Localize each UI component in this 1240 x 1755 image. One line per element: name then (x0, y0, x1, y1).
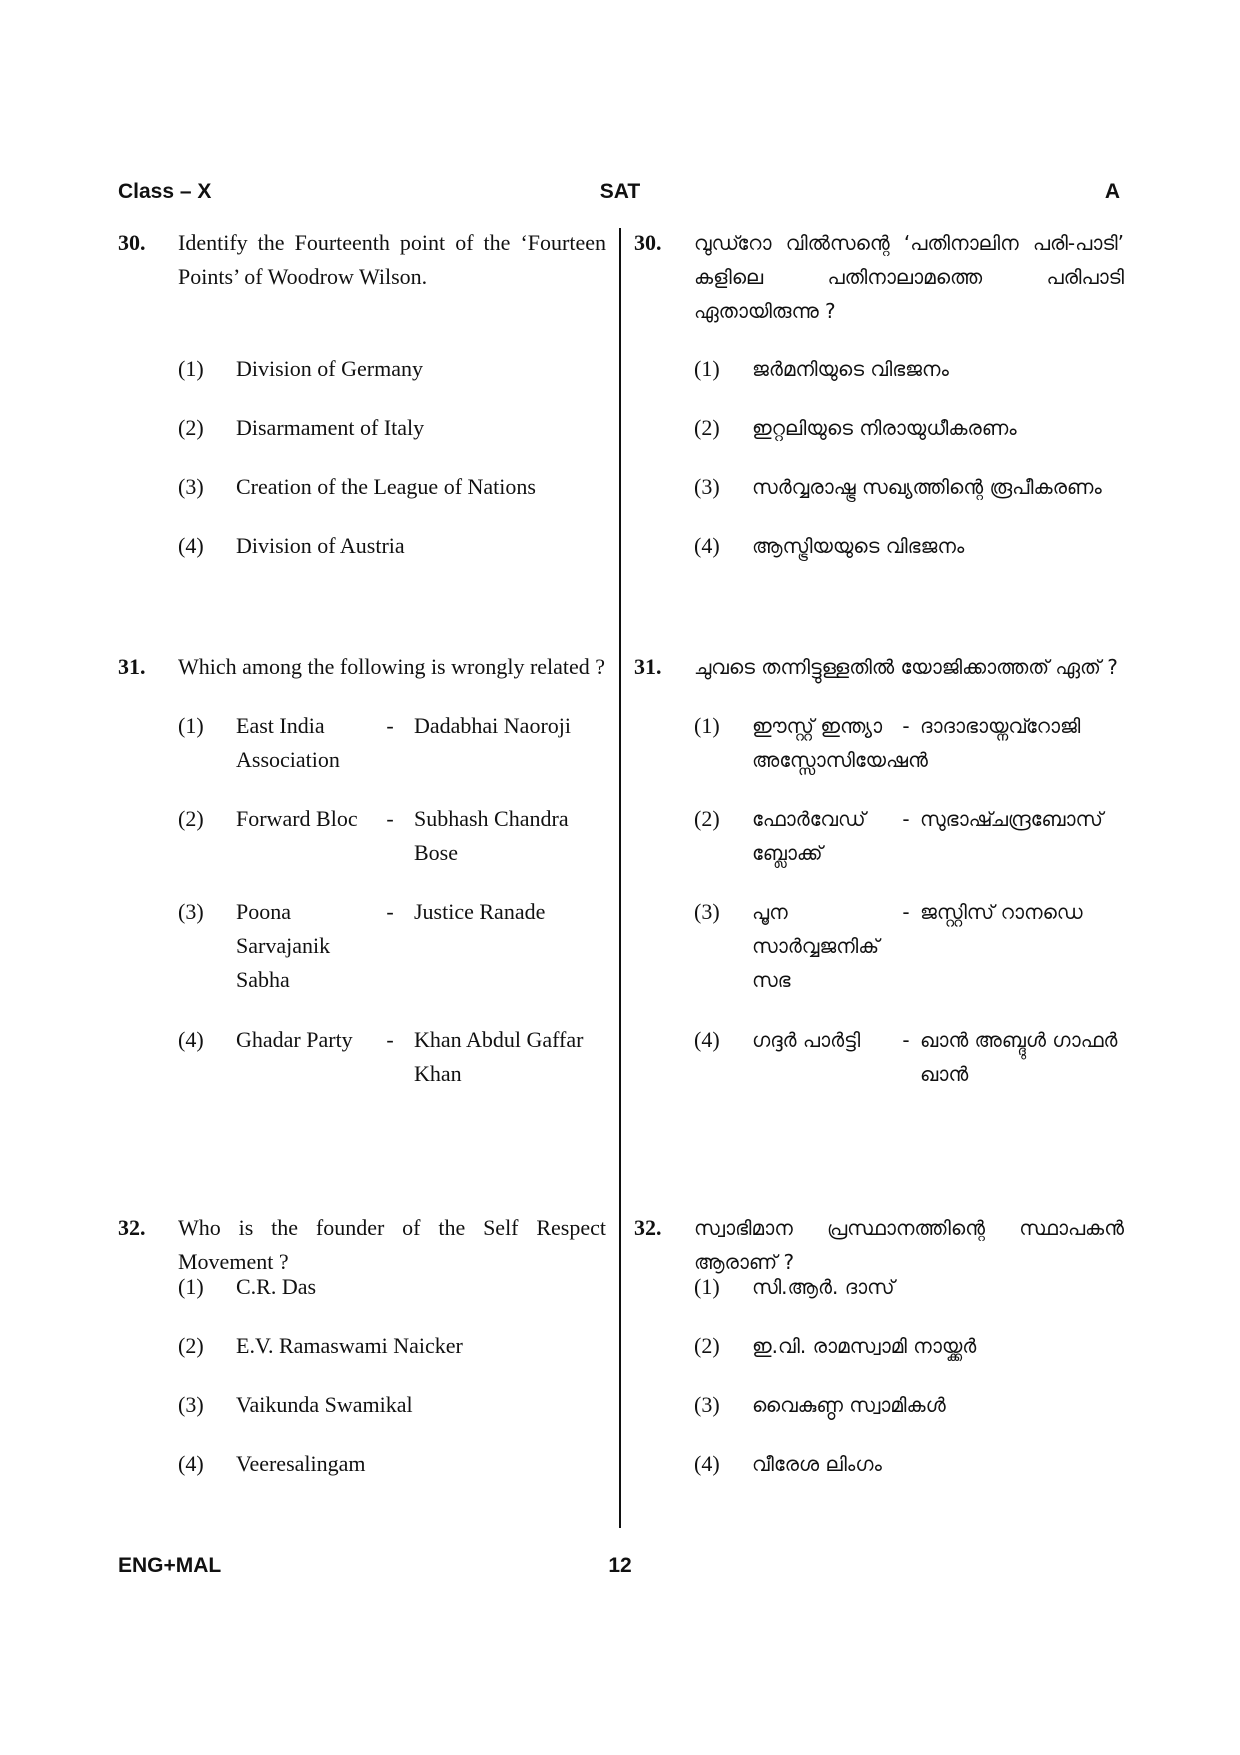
option-text: Vaikunda Swamikal (236, 1392, 413, 1417)
option-text: സർവ്വരാഷ്ട്ര സഖ്യത്തിന്റെ രൂപീകരണം (752, 475, 1102, 499)
match-left: ഈസ്റ്റ് ഇന്ത്യാ അസ്സോസിയേഷൻ (752, 714, 928, 772)
option-number: (4) (178, 533, 204, 558)
match-dash: - (386, 1027, 394, 1052)
option-number: (4) (694, 1027, 720, 1052)
question-text: വുഡ്റോ വിൽസന്റെ ‘പതിനാലിന പരി-പാടി’ കളിലെ പതിനാലാമത്തെ പരിപാടി ഏതായിരുന്നു ? (694, 231, 1124, 323)
option-text: ആസ്ട്രിയയുടെ വിഭജനം (752, 534, 965, 558)
question-number: 30. (634, 230, 662, 255)
option-30-1-ml[interactable] (694, 352, 1124, 386)
match-dash: - (386, 713, 394, 738)
option-number: (4) (694, 1451, 720, 1476)
option-30-4-ml[interactable] (694, 529, 1124, 563)
option-number: (2) (694, 806, 720, 831)
option-31-2-ml[interactable] (694, 802, 1124, 870)
match-left: ഫോർവേഡ് ബ്ലോക്ക് (752, 807, 866, 865)
option-32-1-en[interactable] (178, 1270, 606, 1304)
page-number: 12 (608, 1554, 632, 1577)
option-30-4-en[interactable] (178, 529, 606, 563)
match-dash: - (902, 807, 910, 831)
option-32-3-en[interactable] (178, 1388, 606, 1422)
option-32-4-en[interactable] (178, 1447, 606, 1481)
match-left: പൂന സാർവ്വജനിക് സഭ (752, 900, 880, 992)
option-text: Division of Austria (236, 533, 405, 558)
option-text: വൈകുണ്ഠ സ്വാമികൾ (752, 1393, 946, 1417)
question-number: 31. (118, 654, 146, 679)
option-31-3-en[interactable] (178, 895, 606, 997)
option-text: C.R. Das (236, 1274, 317, 1299)
option-number: (2) (178, 415, 204, 440)
option-text: Creation of the League of Nations (236, 474, 536, 499)
match-right: Khan Abdul Gaffar Khan (414, 1027, 584, 1086)
match-right: ഖാൻ അബ്ദുൾ ഗാഫർ ഖാൻ (920, 1028, 1118, 1086)
match-right: Dadabhai Naoroji (414, 713, 571, 738)
question-32-en (118, 1211, 606, 1279)
option-text: E.V. Ramaswami Naicker (236, 1333, 463, 1358)
option-number: (3) (178, 1392, 204, 1417)
match-right: ദാദാഭായ്നവ്റോജി (920, 714, 1081, 738)
option-number: (4) (178, 1451, 204, 1476)
option-number: (3) (694, 899, 720, 924)
option-text: വീരേശ ലിംഗം (752, 1452, 882, 1476)
option-number: (1) (178, 1274, 204, 1299)
question-text: Which among the following is wrongly related ? (178, 654, 606, 679)
match-left: Ghadar Party (236, 1027, 353, 1052)
option-number: (1) (178, 356, 204, 381)
option-31-2-en[interactable] (178, 802, 606, 870)
option-30-2-en[interactable] (178, 411, 606, 445)
header-class: Class – X (118, 180, 212, 203)
question-31-en (118, 650, 606, 684)
match-dash: - (902, 900, 910, 924)
option-30-3-ml[interactable] (694, 470, 1124, 504)
option-text: ഇ.വി. രാമസ്വാമി നായ്ക്കർ (752, 1334, 977, 1358)
option-32-2-ml[interactable] (694, 1329, 1124, 1363)
option-text: സി.ആർ. ദാസ് (752, 1275, 895, 1299)
match-dash: - (902, 714, 910, 738)
question-30-en (118, 226, 606, 294)
question-number: 32. (118, 1215, 146, 1240)
question-text: സ്വാഭിമാന പ്രസ്ഥാനത്തിന്റെ സ്ഥാപകൻ ആരാണ് ? (694, 1216, 1124, 1274)
question-32-ml (634, 1211, 1124, 1279)
question-30-ml (634, 226, 1124, 328)
option-number: (1) (694, 356, 720, 381)
match-left: East India Association (236, 713, 340, 772)
option-32-1-ml[interactable] (694, 1270, 1124, 1304)
option-32-4-ml[interactable] (694, 1447, 1124, 1481)
match-right: Subhash Chandra Bose (414, 806, 569, 865)
question-number: 31. (634, 654, 662, 679)
question-text: ചുവടെ തന്നിട്ടുള്ളതിൽ യോജിക്കാത്തത് ഏത് ? (694, 655, 1118, 679)
option-text: ഇറ്റലിയുടെ നിരായുധീകരണം (752, 416, 1017, 440)
option-31-1-ml[interactable] (694, 709, 1124, 777)
option-number: (1) (178, 713, 204, 738)
option-number: (3) (694, 1392, 720, 1417)
match-right: Justice Ranade (414, 899, 546, 924)
footer-language: ENG+MAL (118, 1554, 222, 1577)
option-number: (2) (178, 806, 204, 831)
match-dash: - (902, 1028, 910, 1052)
option-31-4-en[interactable] (178, 1023, 606, 1091)
option-30-3-en[interactable] (178, 470, 606, 504)
option-30-2-ml[interactable] (694, 411, 1124, 445)
option-number: (2) (178, 1333, 204, 1358)
option-31-1-en[interactable] (178, 709, 606, 777)
option-text: Veeresalingam (236, 1451, 366, 1476)
match-left: ഗദ്ദർ പാർട്ടി (752, 1028, 861, 1052)
option-text: Disarmament of Italy (236, 415, 425, 440)
option-number: (4) (694, 533, 720, 558)
question-text: Identify the Fourteenth point of the ‘Fourteen Points’ of Woodrow Wilson. (178, 230, 606, 289)
match-dash: - (386, 806, 394, 831)
header-series: A (1104, 180, 1120, 203)
option-text: Division of Germany (236, 356, 423, 381)
question-number: 30. (118, 230, 146, 255)
option-31-3-ml[interactable] (694, 895, 1124, 997)
option-number: (2) (694, 415, 720, 440)
header-exam: SAT (599, 180, 641, 203)
option-number: (3) (178, 899, 204, 924)
match-left: Poona Sarvajanik Sabha (236, 899, 331, 992)
option-text: ജർമനിയുടെ വിഭജനം (752, 357, 949, 381)
match-left: Forward Bloc (236, 806, 358, 831)
match-dash: - (386, 899, 394, 924)
column-divider (619, 228, 621, 1528)
option-number: (1) (694, 1274, 720, 1299)
option-number: (3) (178, 474, 204, 499)
option-31-4-ml[interactable] (694, 1023, 1124, 1091)
match-right: സുഭാഷ്ചന്ദ്രബോസ് (920, 807, 1103, 831)
option-32-3-ml[interactable] (694, 1388, 1124, 1422)
option-number: (4) (178, 1027, 204, 1052)
question-31-ml (634, 650, 1124, 684)
option-number: (3) (694, 474, 720, 499)
option-number: (2) (694, 1333, 720, 1358)
option-30-1-en[interactable] (178, 352, 606, 386)
option-number: (1) (694, 713, 720, 738)
match-right: ജസ്റ്റിസ് റാനഡെ (920, 900, 1083, 924)
question-text: Who is the founder of the Self Respect Movement ? (178, 1215, 606, 1274)
option-32-2-en[interactable] (178, 1329, 606, 1363)
question-number: 32. (634, 1215, 662, 1240)
